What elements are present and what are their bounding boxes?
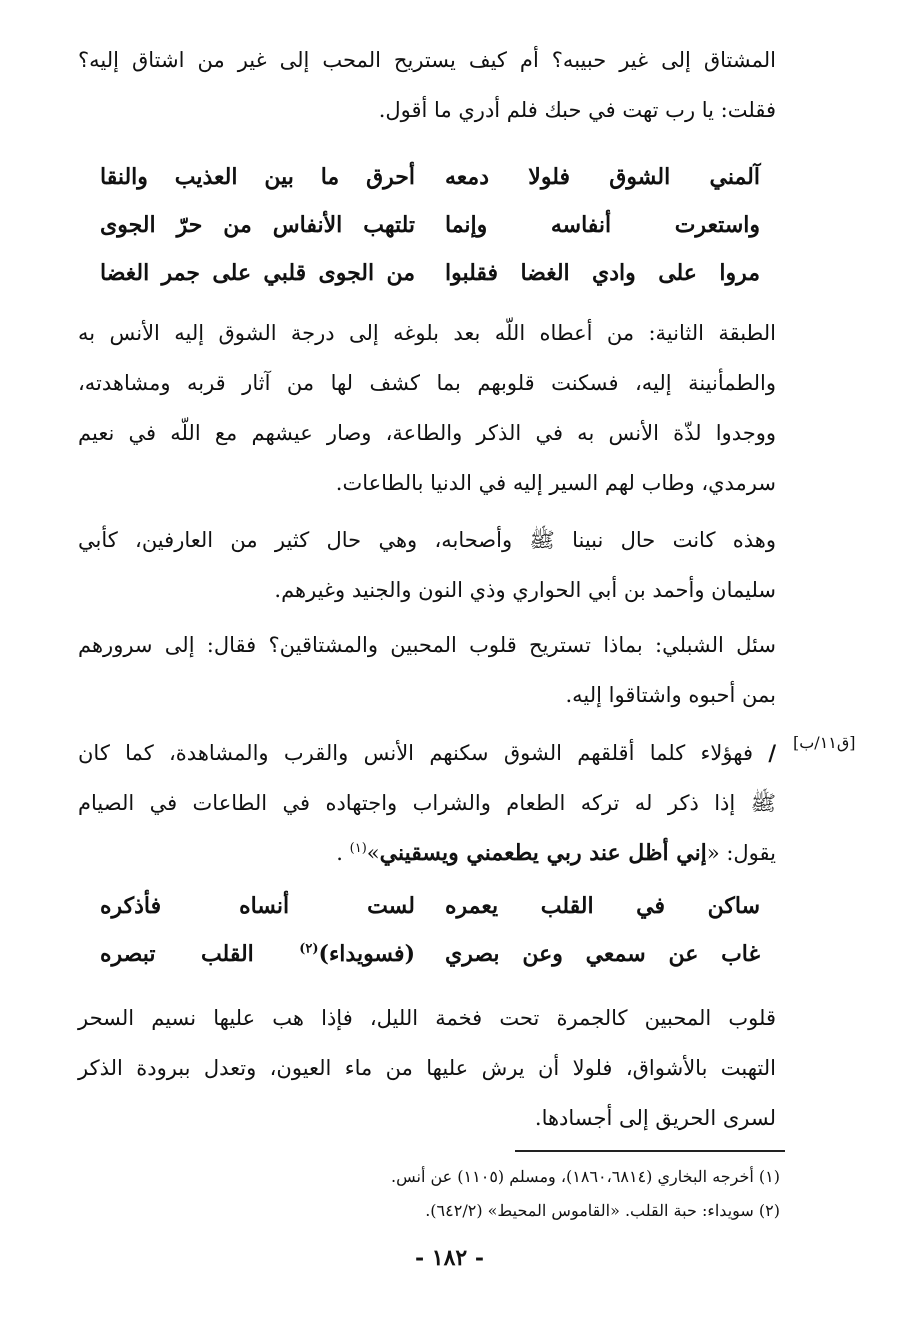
verse-second-hemistich (100, 930, 415, 978)
verse-row (100, 249, 760, 297)
verse-second-hemistich: تلتهب الأنفاس من حرّ الجوى (100, 212, 415, 238)
verse-row (100, 153, 760, 201)
paragraph-2 (78, 308, 776, 508)
verse-second-hemistich: أحرق ما بين العذيب والنقا (100, 164, 415, 190)
text-line: وهذه كانت حال نبينا ﷺ وأصحابه، وهي حال كثير من العارفين، كأبي (78, 528, 776, 552)
text-line: سليمان وأحمد بن أبي الحواري وذي النون والجنيد وغيرهم. (274, 578, 776, 602)
paragraph-4 (78, 620, 776, 720)
verse-first-hemistich: غاب عن سمعي وعن بصري (445, 941, 760, 967)
text-line: ﷺ إذا ذكر له تركه الطعام والشراب واجتهاده في الطاعات في الصيام (78, 791, 776, 815)
footnote: (١) أخرجه البخاري (١٨٦٠،٦٨١٤)، ومسلم (١١٠٥) عن أنس. (391, 1167, 780, 1186)
footnote-ref: (٢) (299, 941, 319, 957)
text-line: فقلت: يا رب تهت في حبك فلم أدري ما أقول. (378, 98, 776, 122)
poem-verses-2 (100, 882, 760, 978)
verse-first-hemistich: آلمني الشوق فلولا دمعه (445, 164, 760, 190)
folio-marker: / (768, 740, 776, 765)
text-line: التهبت بالأشواق، فلولا أن يرش عليها من ماء العيون، وتعدل ببرودة الذكر (78, 1056, 776, 1080)
text-line: لسرى الحريق إلى أجسادها. (534, 1106, 776, 1130)
footnote-separator (515, 1150, 785, 1152)
text-line: المشتاق إلى غير حبيبه؟ أم كيف يستريح المحب إلى غير من اشتاق إليه؟ (78, 48, 776, 72)
paragraph-6 (78, 993, 776, 1143)
verse-second-hemistich: لست أنساه فأذكره (100, 893, 415, 919)
text-line: قلوب المحبين كالجمرة تحت فخمة الليل، فإذا هب عليها نسيم السحر (78, 1006, 776, 1030)
poem-verses-1 (100, 153, 760, 297)
verse-first-hemistich: واستعرت أنفاسه وإنما (445, 212, 760, 238)
footnote-ref: (١) (349, 841, 367, 856)
text-span: . (336, 841, 343, 865)
verse-second-hemistich: من الجوى قلبي على جمر الغضا (100, 260, 415, 286)
text-line: والطمأنينة إليه، فسكنت قلوبهم بما كشف لها من آثار قربه ومشاهدته، (78, 371, 776, 395)
text-line: ووجدوا لذّة الأنس به في الذكر والطاعة، وصار عيشهم مع اللّه في نعيم (78, 421, 776, 445)
verse-row (100, 882, 760, 930)
text-span: القلب تبصره (100, 941, 254, 967)
paragraph-5 (78, 728, 776, 878)
text-line (78, 828, 776, 878)
paragraph-1 (78, 35, 776, 135)
page-number: - ١٨٢ - (414, 1245, 485, 1271)
text-span: (فسويداء) (318, 941, 415, 967)
hadith-quote: إني أظل عند ربي يطعمني ويسقيني (379, 840, 707, 866)
text-span: يقول: « (706, 841, 776, 865)
text-line (78, 728, 776, 778)
text-line: الطبقة الثانية: من أعطاه اللّه بعد بلوغه إلى درجة الشوق إليه الأنس به (78, 321, 776, 345)
verse-row (100, 201, 760, 249)
text-span: فهؤلاء كلما أقلقهم الشوق سكنهم الأنس والقرب والمشاهدة، كما كان (78, 741, 753, 765)
text-line: بمن أحبوه واشتاقوا إليه. (565, 683, 776, 707)
footnotes (250, 1160, 780, 1228)
text-line: سئل الشبلي: بماذا تستريح قلوب المحبين والمشتاقين؟ فقال: إلى سرورهم (78, 633, 776, 657)
text-span: » (366, 841, 380, 865)
manuscript-folio-note: [ق١١/ب] (793, 733, 856, 752)
verse-first-hemistich: مروا على وادي الغضا فقلبوا (445, 260, 760, 286)
text-line: سرمدي، وطاب لهم السير إليه في الدنيا بالطاعات. (335, 471, 776, 495)
paragraph-3 (78, 515, 776, 615)
verse-first-hemistich: ساكن في القلب يعمره (445, 893, 760, 919)
verse-row (100, 930, 760, 978)
footnote: (٢) سويداء: حبة القلب. «القاموس المحيط» (٦٤٢/٢). (425, 1201, 780, 1220)
